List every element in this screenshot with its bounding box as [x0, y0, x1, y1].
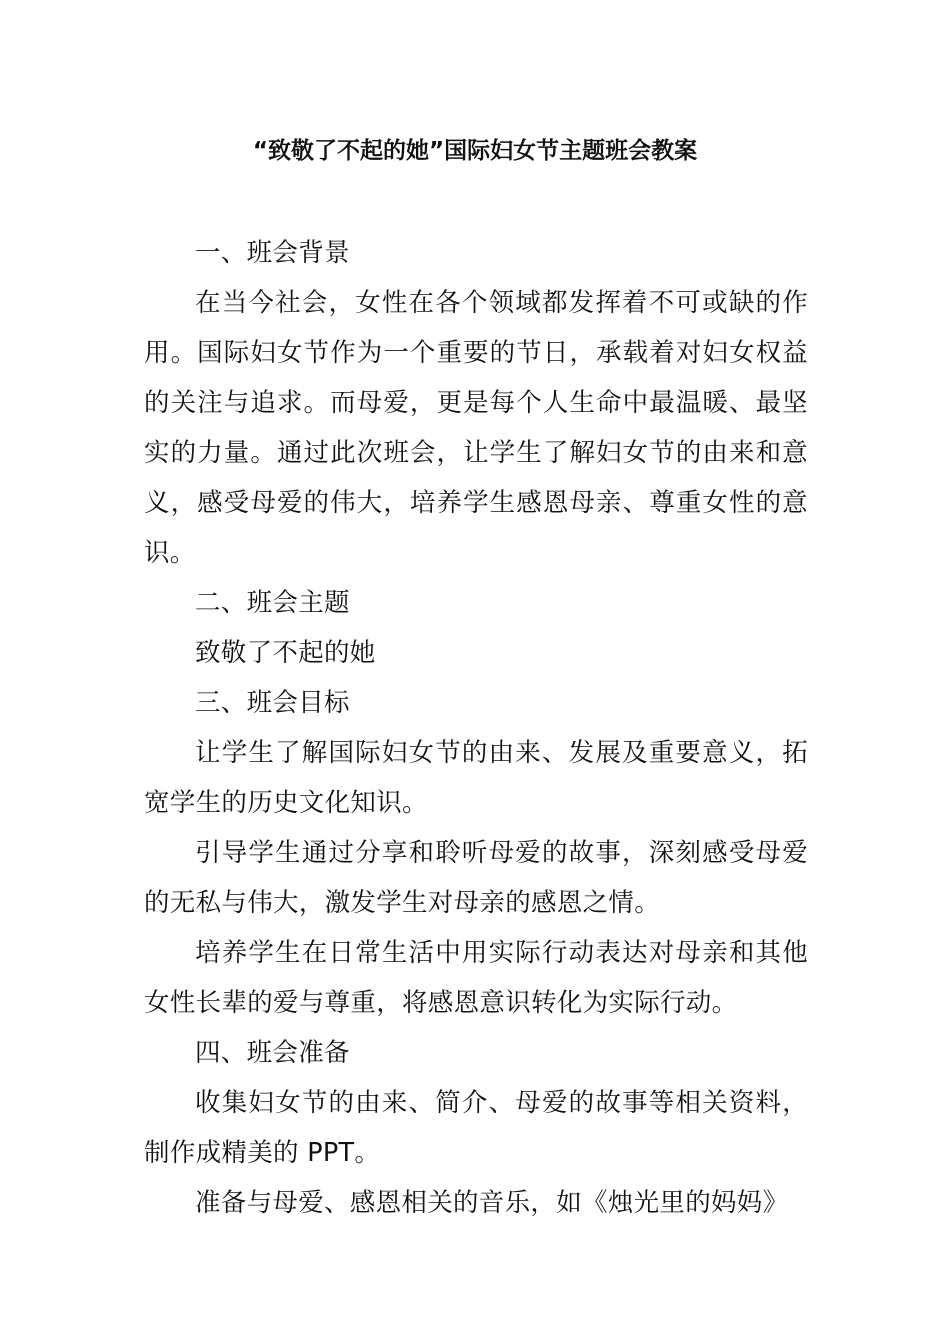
- section-heading-theme: 二、班会主题: [195, 588, 350, 618]
- paragraph-preparation-1: 收集妇女节的由来、简介、母爱的故事等相关资料，制作成精美的 PPT。: [144, 1088, 808, 1168]
- section-heading-background: 一、班会背景: [195, 238, 350, 268]
- paragraph-theme: 致敬了不起的她: [195, 638, 376, 668]
- paragraph-goal-1: 让学生了解国际妇女节的由来、发展及重要意义，拓宽学生的历史文化知识。: [144, 738, 808, 818]
- paragraph-background: 在当今社会，女性在各个领域都发挥着不可或缺的作用。国际妇女节作为一个重要的节日，承载着对妇女权益的关注与追求。而母爱，更是每个人生命中最温暖、最坚实的力量。通过此次班会，让学生了解妇女节的由来和意义，感受母爱的伟大，培养学生感恩母亲、尊重女性的意识。: [144, 288, 808, 568]
- section-heading-preparation: 四、班会准备: [195, 1038, 350, 1068]
- paragraph-goal-3: 培养学生在日常生活中用实际行动表达对母亲和其他女性长辈的爱与尊重，将感恩意识转化为实际行动。: [144, 938, 808, 1018]
- document-title: “致敬了不起的她”国际妇女节主题班会教案: [252, 138, 698, 164]
- section-heading-goals: 三、班会目标: [195, 688, 350, 718]
- paragraph-preparation-2: 准备与母爱、感恩相关的音乐，如《烛光里的妈妈》: [195, 1188, 789, 1218]
- paragraph-goal-2: 引导学生通过分享和聆听母爱的故事，深刻感受母爱的无私与伟大，激发学生对母亲的感恩之情。: [144, 838, 808, 918]
- document-body: [144, 228, 808, 1228]
